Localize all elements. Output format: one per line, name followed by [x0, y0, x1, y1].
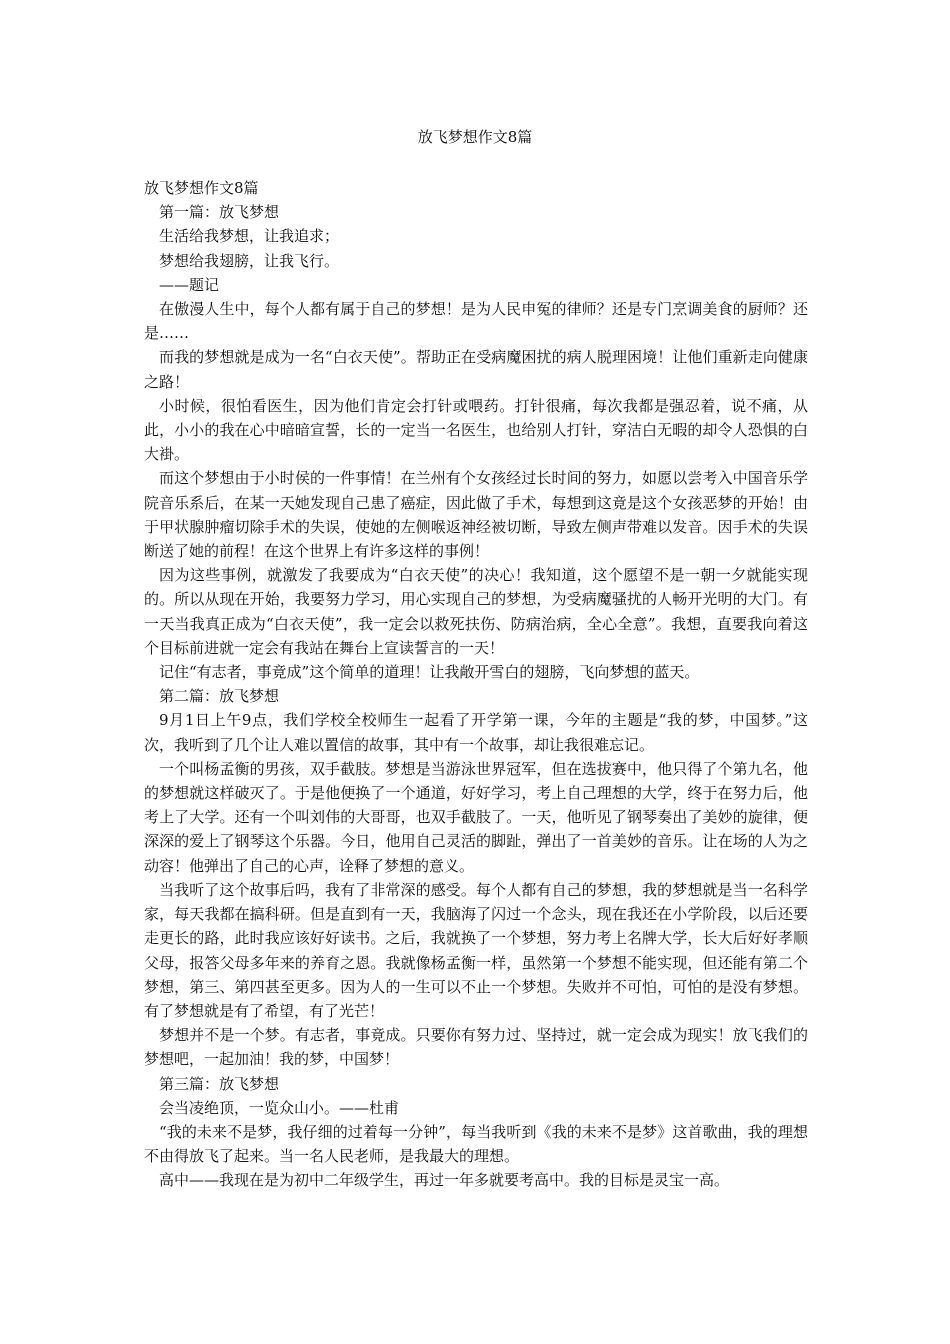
paragraph: ——题记	[159, 275, 220, 294]
paragraph: 小时候，很怕看医生，因为他们肯定会打针或喂药。打针很痛，每次我都是强忍着，说不痛，从此，小小的我在心中暗暗宣誓，长的一定当一名医生，也给别人打针，穿洁白无暇的却令人恐惧的白大褂。	[144, 396, 808, 464]
paragraph: 一个叫杨孟衡的男孩，双手截肢。梦想是当游泳世界冠军，但在选拔赛中，他只得了个第九名，他的梦想就这样破灭了。于是他便换了一个通道，好好学习，考上自己理想的大学，终于在努力后，他考上了大学。还有一个叫刘伟的大哥哥，也双手截肢了。一天，他听见了钢琴奏出了美妙的旋律，便深深的爱上了钢琴这个乐器。今日，他用自己灵活的脚趾，弹出了一首美妙的音乐。让在场的人为之动容！他弹出了自己的心声，诠释了梦想的意义。	[144, 759, 808, 875]
paragraph: 生活给我梦想，让我追求；	[159, 227, 340, 246]
paragraph: 会当凌绝顶，一览众山小。——杜甫	[159, 1098, 400, 1117]
paragraph: 第二篇：放飞梦想	[159, 687, 280, 706]
paragraph: 因为这些事例，就激发了我要成为“白衣天使”的决心！我知道，这个愿望不是一朝一夕就能实现的。所以从现在开始，我要努力学习，用心实现自己的梦想，为受病魔骚扰的人畅开光明的大门。有一天当我真正成为“白衣天使”，我一定会以救死扶伤、防病治病，全心全意”。我想，直要我向着这个目标前进就一定会有我站在舞台上宣读誓言的一天！	[144, 566, 808, 657]
document-body	[144, 176, 808, 1193]
document-heading: 放飞梦想作文8篇	[144, 179, 259, 197]
paragraph: 梦想给我翅膀，让我飞行。	[159, 251, 340, 270]
paragraph: 第三篇：放飞梦想	[159, 1074, 280, 1093]
paragraph: 梦想并不是一个梦。有志者，事竟成。只要你有努力过、坚持过，就一定会成为现实！放飞我们的梦想吧，一起加油！我的梦，中国梦！	[144, 1026, 808, 1069]
paragraph: 当我听了这个故事后吗，我有了非常深的感受。每个人都有自己的梦想，我的梦想就是当一名科学家，每天我都在搞科研。但是直到有一天，我脑海了闪过一个念头，现在我还在小学阶段，以后还要走更长的路，此时我应该好好读书。之后，我就换了一个梦想，努力考上名牌大学，长大后好好孝顺父母，报答父母多年来的养育之恩。我就像杨孟衡一样，虽然第一个梦想不能实现，但还能有第二个梦想，第三、第四甚至更多。因为人的一生可以不止一个梦想。失败并不可怕，可怕的是没有梦想。有了梦想就是有了希望，有了光芒！	[144, 880, 808, 1020]
paragraph: 记住“有志者，事竟成”这个简单的道理！让我敞开雪白的翅膀，飞向梦想的蓝天。	[159, 663, 700, 682]
paragraph: 高中——我现在是为初中二年级学生，再过一年多就要考高中。我的目标是灵宝一高。	[159, 1171, 730, 1190]
paragraph: 第一篇：放飞梦想	[159, 203, 280, 222]
paragraph: “我的未来不是梦，我仔细的过着每一分钟”，每当我听到《我的未来不是梦》这首歌曲，我的理想不由得放飞了起来。当一名人民老师，是我最大的理想。	[144, 1122, 808, 1166]
paragraph: 而我的梦想就是成为一名“白衣天使”。帮助正在受病魔困扰的病人脱理困境！让他们重新走向健康之路！	[144, 348, 808, 391]
paragraph: 9月1日上午9点，我们学校全校师生一起看了开学第一课，今年的主题是“我的梦，中国梦。”这次，我听到了几个让人难以置信的故事，其中有一个故事，却让我很难忘记。	[144, 711, 808, 754]
paragraph: 而这个梦想由于小时侯的一件事情！在兰州有个女孩经过长时间的努力，如愿以尝考入中国音乐学院音乐系后，在某一天她发现自己患了癌症，因此做了手术，每想到这竟是这个女孩恶梦的开始！由于甲状腺肿瘤切除手术的失误，使她的左侧喉返神经被切断，导致左侧声带难以发音。因手术的失误断送了她的前程！在这个世界上有许多这样的事例！	[144, 469, 808, 561]
document-title: 放飞梦想作文8篇	[417, 128, 533, 146]
paragraph: 在傲漫人生中，每个人都有属于自己的梦想！是为人民申冤的律师？还是专门烹调美食的厨师？还是……	[144, 300, 808, 343]
